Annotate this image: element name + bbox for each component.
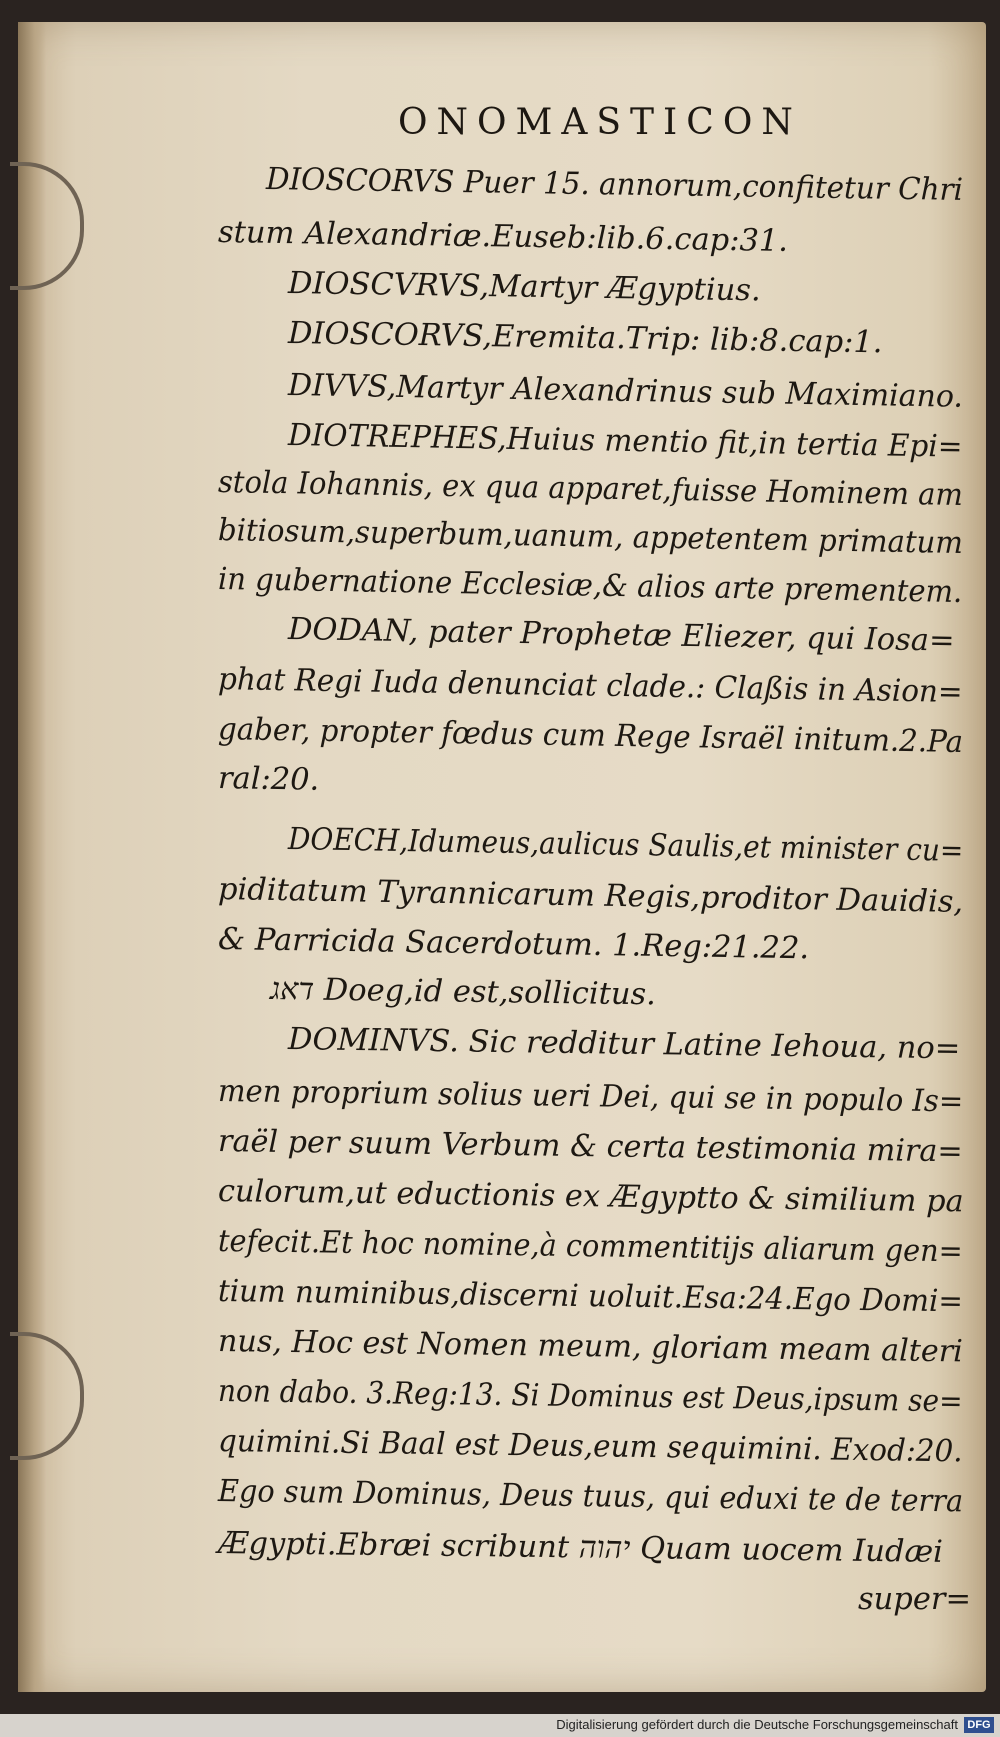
text-line: DOECH,Idumeus,aulicus Saulis,et minister cu= [287, 822, 964, 869]
text-line: tium numinibus,discerni uoluit.Esa:24.Ego Domi= [217, 1274, 964, 1320]
page-text [18, 22, 986, 1692]
text-line: piditatum Tyrannicarum Regis,proditor Dauidis, [217, 872, 964, 921]
running-head: ONOMASTICON [398, 102, 802, 143]
text-line: דאג Doeg,id est,sollicitus. [269, 972, 657, 1013]
text-line: phat Regi Iuda denunciat clade.: Claßis in Asion= [217, 662, 963, 710]
text-line: bitiosum,superbum,uanum, appetentem primatum [217, 513, 964, 562]
text-line: DIOTREPHES,Huius mentio fit,in tertia Epi= [287, 418, 963, 465]
text-line: nus, Hoc est Nomen meum, gloriam meam alteri [217, 1324, 964, 1370]
text-line: & Parricida Sacerdotum. 1.Reg:21.22. [217, 922, 810, 967]
text-line: Ego sum Dominus, Deus tuus, qui eduxi te de terra [217, 1474, 964, 1520]
catchword: super= [858, 1582, 972, 1617]
footer-credit: Digitalisierung gefördert durch die Deutsche Forschungsgemeinschaft [556, 1717, 958, 1732]
text-line: ral:20. [217, 761, 320, 798]
text-line: DODAN, pater Prophetæ Eliezer, qui Iosa= [287, 612, 955, 659]
text-line: DIOSCORVS Puer 15. annorum,confitetur Chri [265, 162, 964, 208]
text-line: Ægypti.Ebræi scribunt יהוה Quam uocem Iudæi [217, 1526, 944, 1570]
text-line: quimini.Si Baal est Deus,eum sequimini. Exod:20. [217, 1424, 963, 1470]
text-line: raël per suum Verbum & certa testimonia mira= [217, 1124, 963, 1170]
dfg-logo: DFG [964, 1717, 994, 1733]
footer-bar [0, 1714, 1000, 1737]
text-line: DIVVS,Martyr Alexandrinus sub Maximiano. [287, 368, 964, 415]
text-line: stola Iohannis, ex qua apparet,fuisse Hominem am [217, 465, 964, 513]
text-line: tefecit.Et hoc nomine,à commentitijs aliarum gen= [217, 1224, 963, 1270]
text-line: DOMINVS. Sic redditur Latine Iehoua, no= [287, 1022, 961, 1067]
text-line: gaber, propter fœdus cum Rege Israël initum.2.Pa [217, 712, 964, 761]
text-line: DIOSCORVS,Eremita.Trip: lib:8.cap:1. [287, 316, 883, 361]
text-line: men proprium solius ueri Dei, qui se in populo Is= [217, 1074, 964, 1120]
text-line: in gubernatione Ecclesiæ,& alios arte prementem. [217, 562, 963, 610]
text-line: DIOSCVRVS,Martyr Ægyptius. [287, 266, 761, 309]
text-line: non dabo. 3.Reg:13. Si Dominus est Deus,ipsum se= [217, 1374, 963, 1420]
text-line: culorum,ut eductionis ex Ægyptto & similium pa [217, 1174, 964, 1220]
text-line: stum Alexandriæ.Euseb:lib.6.cap:31. [217, 215, 789, 259]
book-page [18, 22, 986, 1692]
